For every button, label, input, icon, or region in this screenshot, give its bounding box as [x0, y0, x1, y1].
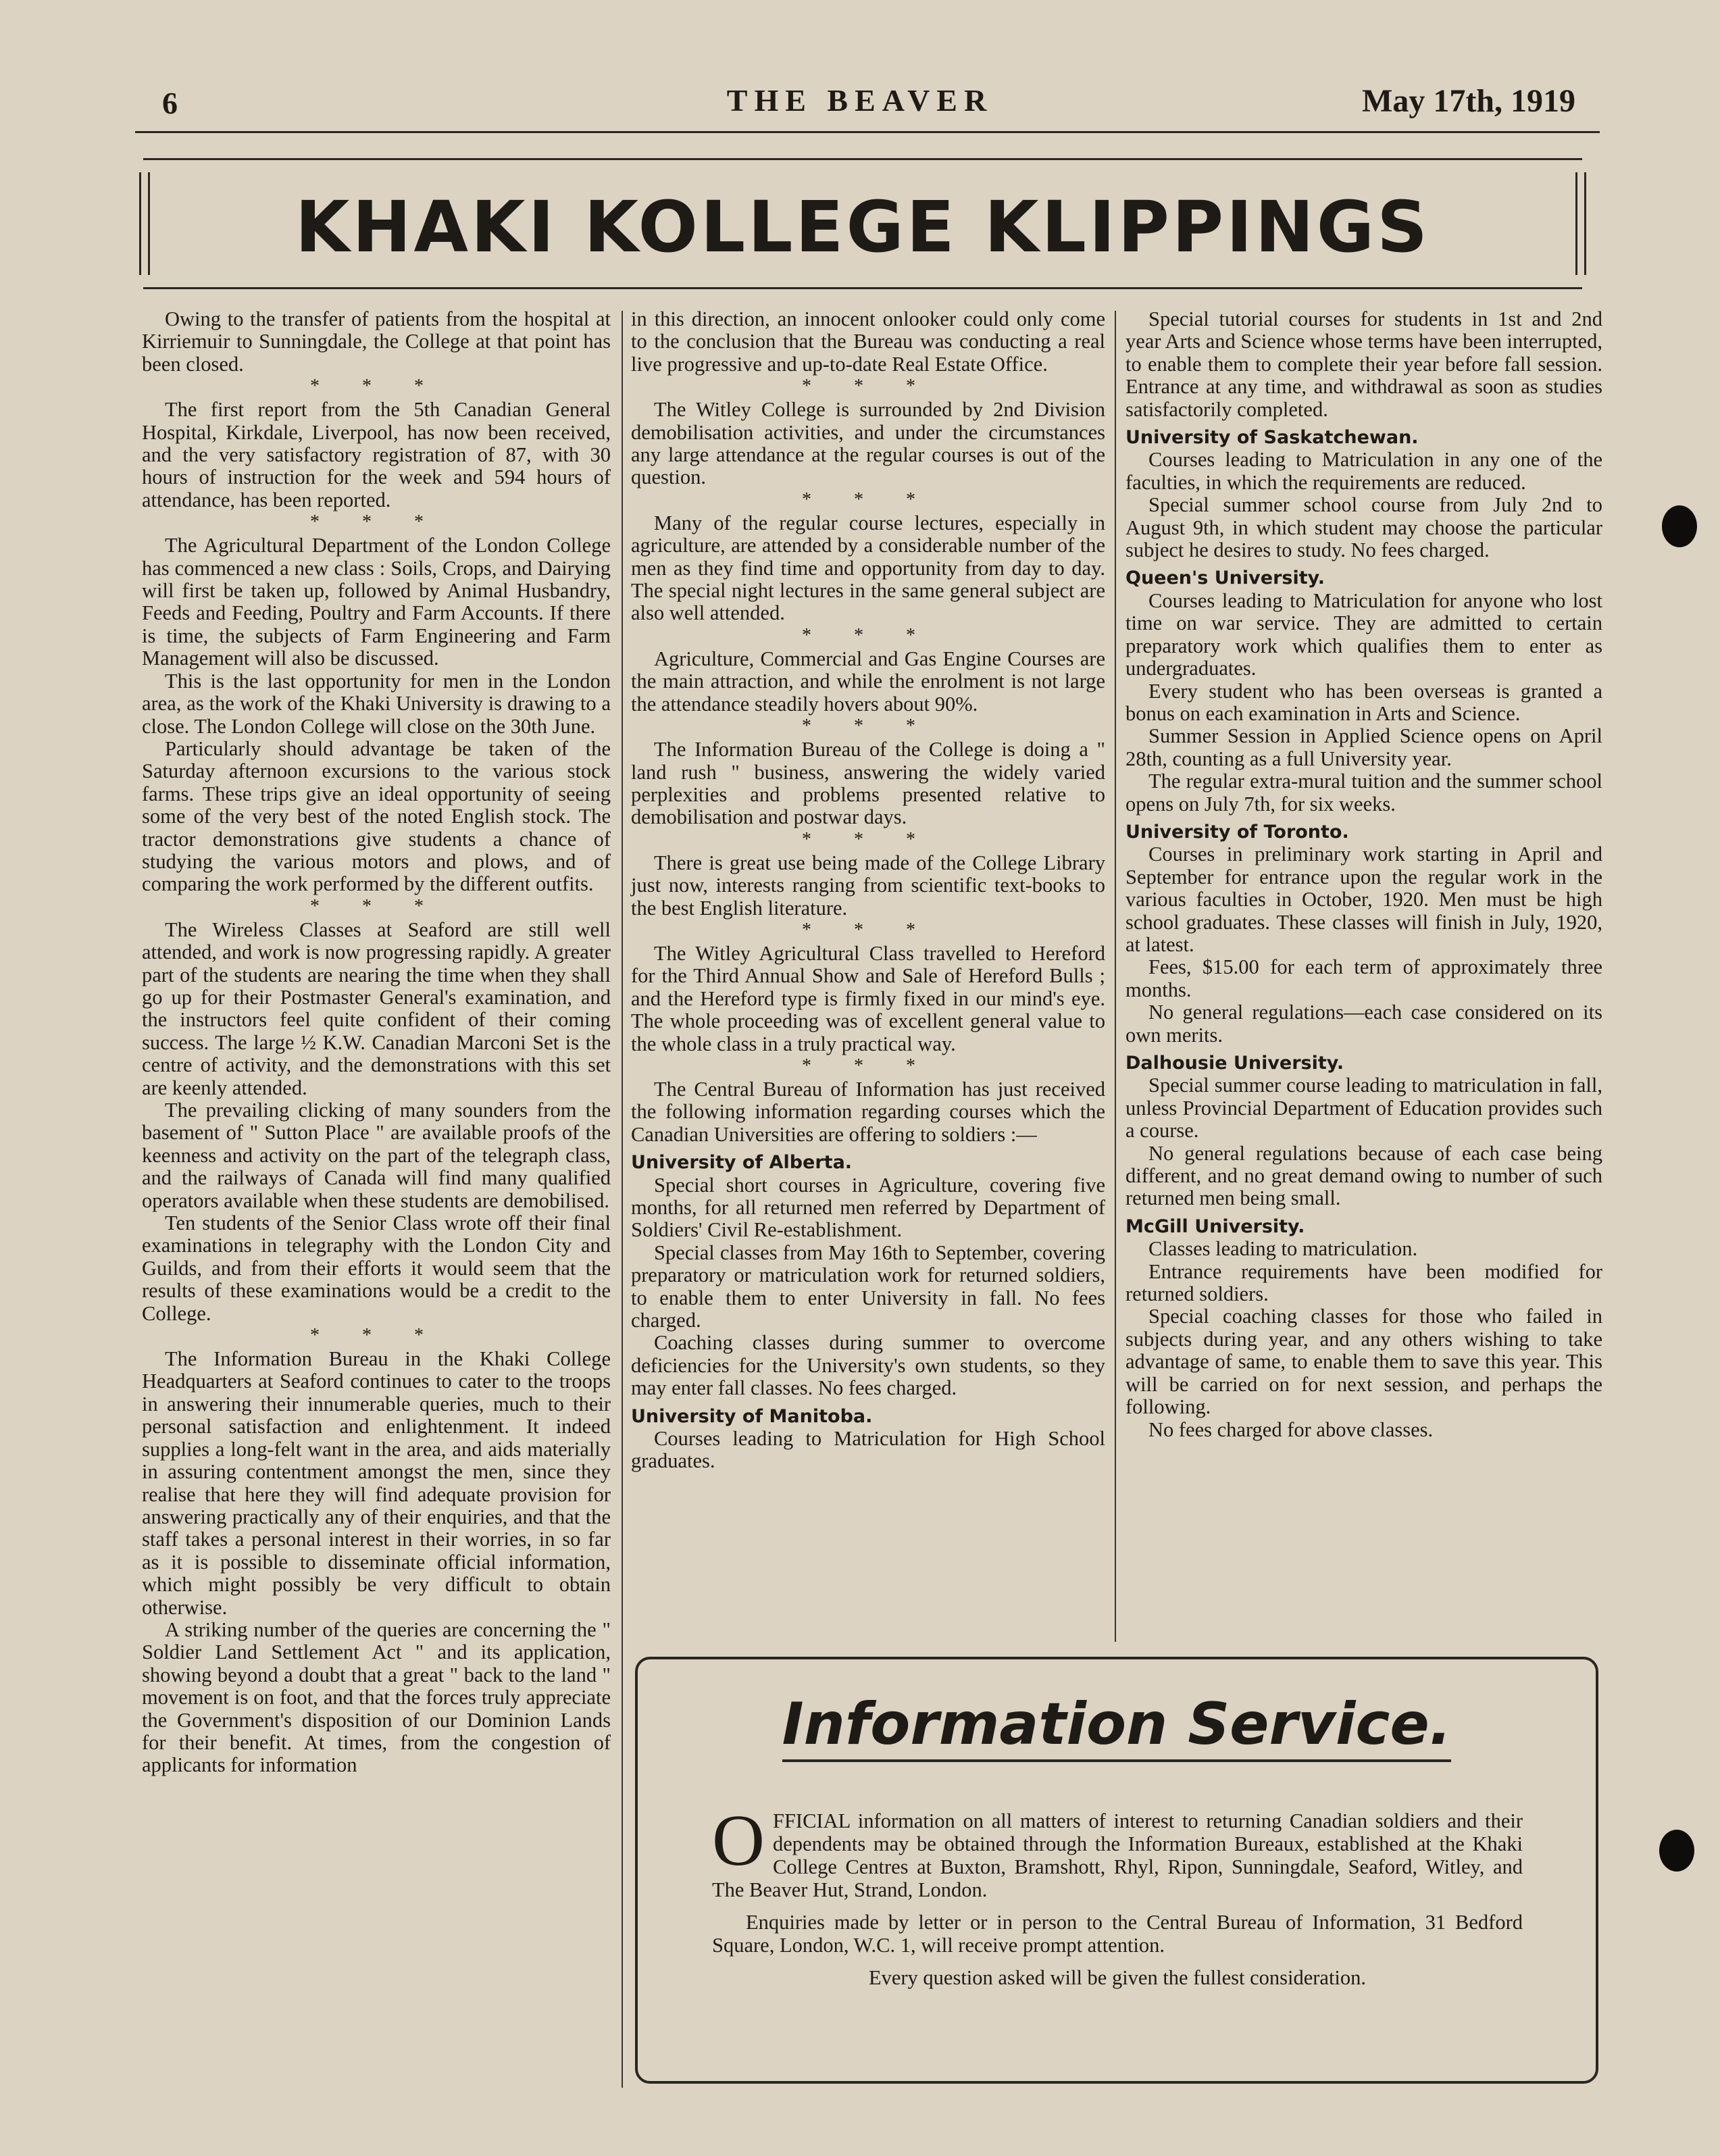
paragraph: A striking number of the queries are concerning the " Soldier Land Settlement Act " and its application, showing beyond a doubt that a great " back to the land " movement is on foot, and that the forces truly appreciate the Government's disposition of our Dominion Lands for their benefit. At times, from the congestion of applicants for information — [142, 1618, 611, 1777]
paragraph: Special coaching classes for those who failed in subjects during year, and any others wishing to take advantage of same, to enable them to save this year. This will be carried on for next session, and perhaps the following. — [1125, 1305, 1602, 1419]
separator: * * * — [310, 376, 442, 397]
university-heading: Queen's University. — [1125, 568, 1325, 589]
paragraph: Owing to the transfer of patients from the hospital at Kirriemuir to Sunningdale, the College at that point has been closed. — [142, 307, 611, 376]
separator: * * * — [802, 1055, 934, 1076]
university-heading: McGill University. — [1125, 1215, 1305, 1237]
paragraph: There is great use being made of the College Library just now, interests ranging from scientific text-books to the best English literature. — [631, 851, 1105, 920]
page-number: 6 — [162, 86, 178, 120]
paragraph: Entrance requirements have been modified for returned soldiers. — [1125, 1259, 1602, 1306]
paragraph: The prevailing clicking of many sounders from the basement of " Sutton Place " are available proofs of the keenness and activity on the part of the telegraph class, and the railways of Canada will find many qualified operators available when these students are demobilised. — [142, 1099, 611, 1212]
paragraph: Every student who has been overseas is granted a bonus on each examination in Arts and Science. — [1125, 679, 1602, 725]
paragraph: Classes leading to matriculation. — [1148, 1237, 1418, 1261]
paragraph: The Wireless Classes at Seaford are still well attended, and work is now progressing rapidly. A greater part of the students are nearing the time when they shall go up for their Postmaster General's examination, and the instructors feel quite confident of their coming success. The large ½ K.W. Canadian Marconi Set is the centre of activity, and the demonstrations with this set are keenly attended. — [142, 918, 611, 1099]
masthead: THE BEAVER — [726, 83, 994, 118]
section-banner — [143, 158, 1582, 289]
issue-date: May 17th, 1919 — [1362, 83, 1575, 119]
paragraph: Special tutorial courses for students in 1st and 2nd year Arts and Science whose terms have been interrupted, to enable them to complete their year before fall session. Entrance at any time, and withdrawal as soon as studies satisfactorily completed. — [1125, 307, 1602, 421]
paragraph: The Central Bureau of Information has just received the following information regarding courses which the Canadian Universities are offering to soldiers :— — [631, 1077, 1105, 1146]
university-heading: University of Toronto. — [1125, 821, 1349, 843]
paragraph: Ten students of the Senior Class wrote off their final examinations in telegraphy with the London City and Guilds, and from their efforts it would seem that the results of these examinations would be a credit to the College. — [142, 1211, 611, 1325]
paragraph: Special summer school course from July 2nd to August 9th, in which student may choose the particular subject he desires to study. No fees charged. — [1125, 493, 1602, 562]
separator: * * * — [802, 828, 934, 850]
separator: * * * — [802, 919, 934, 941]
paragraph: Courses leading to Matriculation in any one of the faculties, in which the requirements are reduced. — [1125, 448, 1602, 494]
paragraph: Summer Session in Applied Science opens on April 28th, counting as a full University year. — [1125, 724, 1602, 770]
punch-hole — [1659, 1830, 1694, 1872]
info-paragraph-1 — [712, 1801, 1523, 1901]
university-heading: Dalhousie University. — [1125, 1053, 1344, 1074]
separator: * * * — [802, 624, 934, 646]
info-paragraph-2: Enquiries made by letter or in person to the Central Bureau of Information, 31 Bedford Square, London, W.C. 1, will receive prompt attention. — [712, 1911, 1523, 1957]
paragraph: This is the last opportunity for men in the London area, as the work of the Khaki University is drawing to a close. The London College will close on the 30th June. — [142, 669, 611, 738]
drop-cap: O — [712, 1801, 765, 1881]
separator: * * * — [310, 511, 442, 533]
paragraph: No general regulations because of each case being different, and no great demand owing to number of such returned men being small. — [1125, 1141, 1602, 1210]
paragraph: Agriculture, Commercial and Gas Engine Courses are the main attraction, and while the enrolment is not large the attendance steadily hovers about 90%. — [631, 647, 1105, 716]
paragraph: Courses in preliminary work starting in April and September for entrance upon the regular work in the various faculties in October, 1920. Men must be high school graduates. These classes will finish in July, 1920, at latest. — [1125, 843, 1602, 956]
university-heading: University of Alberta. — [631, 1152, 853, 1174]
paragraph: Many of the regular course lectures, especially in agriculture, are attended by a considerable number of the men as they find time and opportunity from day to day. The special night lectures in the same general subject are also well attended. — [631, 511, 1105, 625]
column-rule — [622, 311, 623, 2088]
information-service-box — [635, 1657, 1598, 2084]
paragraph: Special summer course leading to matriculation in fall, unless Provincial Department of Education provides such a course. — [1125, 1074, 1602, 1143]
university-heading: University of Saskatchewan. — [1125, 427, 1419, 449]
article-column-3 — [1125, 308, 1602, 1441]
paragraph: The first report from the 5th Canadian General Hospital, Kirkdale, Liverpool, has now been received, and the very satisfactory registration of 87, with 30 hours of instruction for the week and 594 hours of attendance, has been reported. — [142, 398, 611, 511]
paragraph: Fees, $15.00 for each term of approximately three months. — [1125, 955, 1602, 1001]
paragraph: The Information Bureau of the College is doing a " land rush " business, answering the widely varied perplexities and problems presented relative to demobilisation and postwar days. — [631, 738, 1105, 829]
paragraph: Coaching classes during summer to overcome deficiencies for the University's own students, so they may enter fall classes. No fees charged. — [631, 1331, 1105, 1400]
paragraph: The Information Bureau in the Khaki College Headquarters at Seaford continues to cater to the troops in answering their innumerable queries, much to their personal satisfaction and enlightenment. It indeed supplies a long-felt want in the area, and aids materially in assuring contentment amongst the men, since they realise that here they will find adequate provision for answering practically any of their enquiries, and that the staff takes a personal interest in their worries, in so far as it is possible to disseminate official information, which might possibly be very difficult to obtain otherwise. — [142, 1347, 611, 1619]
paragraph: Special classes from May 16th to September, covering preparatory or matriculation work for returned soldiers, to enable them to enter University in fall. No fees charged. — [631, 1240, 1105, 1332]
paragraph: Courses leading to Matriculation for anyone who lost time on war service. They are admitted to certain preparatory work which qualifies them to enter as undergraduates. — [1125, 588, 1602, 680]
punch-hole — [1662, 505, 1697, 547]
paragraph: The Witley College is surrounded by 2nd Division demobilisation activities, and under the circumstances any large attendance at the regular courses is out of the question. — [631, 398, 1105, 489]
paragraph: The Agricultural Department of the London College has commenced a new class : Soils, Crops, and Dairying will first be taken up, followed by Animal Husbandry, Feeds and Feeding, Poultry and Farm Accounts. If there is time, the subjects of Farm Engineering and Farm Management will also be discussed. — [142, 534, 611, 670]
separator: * * * — [802, 488, 934, 510]
separator: * * * — [310, 895, 442, 917]
info-box-title-text: Information Service. — [782, 1690, 1452, 1762]
article-column-1 — [142, 308, 611, 1777]
paragraph: in this direction, an innocent onlooker could only come to the conclusion that the Bureau was conducting a real live progressive and up-to-date Real Estate Office. — [631, 307, 1105, 376]
info-paragraph-text: FFICIAL information on all matters of interest to returning Canadian soldiers and their dependents may be obtained through the Information Bureaux, established at the Khaki College Centres at Buxton, Bramshott, Rhyl, Ripon, Sunningdale, Seaford, Witley, and The Beaver Hut, Strand, London. — [712, 1809, 1523, 1901]
section-title: KHAKI KOLLEGE KLIPPINGS — [295, 186, 1431, 268]
paragraph: The Witley Agricultural Class travelled to Hereford for the Third Annual Show and Sale of Hereford Bulls ; and the Hereford type is firmly fixed in our mind's eye. The whole proceeding was of excellent general value to the whole class in a truly practical way. — [631, 941, 1105, 1055]
university-heading: University of Manitoba. — [631, 1405, 873, 1427]
separator: * * * — [802, 376, 934, 397]
info-box-body — [712, 1801, 1523, 1999]
article-column-2 — [631, 308, 1105, 1473]
column-rule — [1115, 311, 1116, 1642]
paragraph: Particularly should advantage be taken of the Saturday afternoon excursions to the various stock farms. These trips give an ideal opportunity of seeing some of the very best of the noted English stock. The tractor demonstrations give students a chance of studying the various motors and plows, and of comparing the work performed by the different outfits. — [142, 736, 611, 896]
paragraph: No general regulations—each case considered on its own merits. — [1125, 1001, 1602, 1047]
info-paragraph-3: Every question asked will be given the fullest consideration. — [868, 1966, 1367, 1989]
header-rule — [135, 131, 1600, 133]
info-box-title — [638, 1690, 1596, 1758]
paragraph: No fees charged for above classes. — [1148, 1418, 1434, 1441]
paragraph: Special short courses in Agriculture, covering five months, for all returned men referred by Department of Soldiers' Civil Re-establishment. — [631, 1173, 1105, 1242]
separator: * * * — [802, 716, 934, 737]
paragraph: The regular extra-mural tuition and the summer school opens on July 7th, for six weeks. — [1125, 770, 1602, 816]
separator: * * * — [310, 1325, 442, 1347]
paragraph: Courses leading to Matriculation for High School graduates. — [631, 1427, 1105, 1473]
